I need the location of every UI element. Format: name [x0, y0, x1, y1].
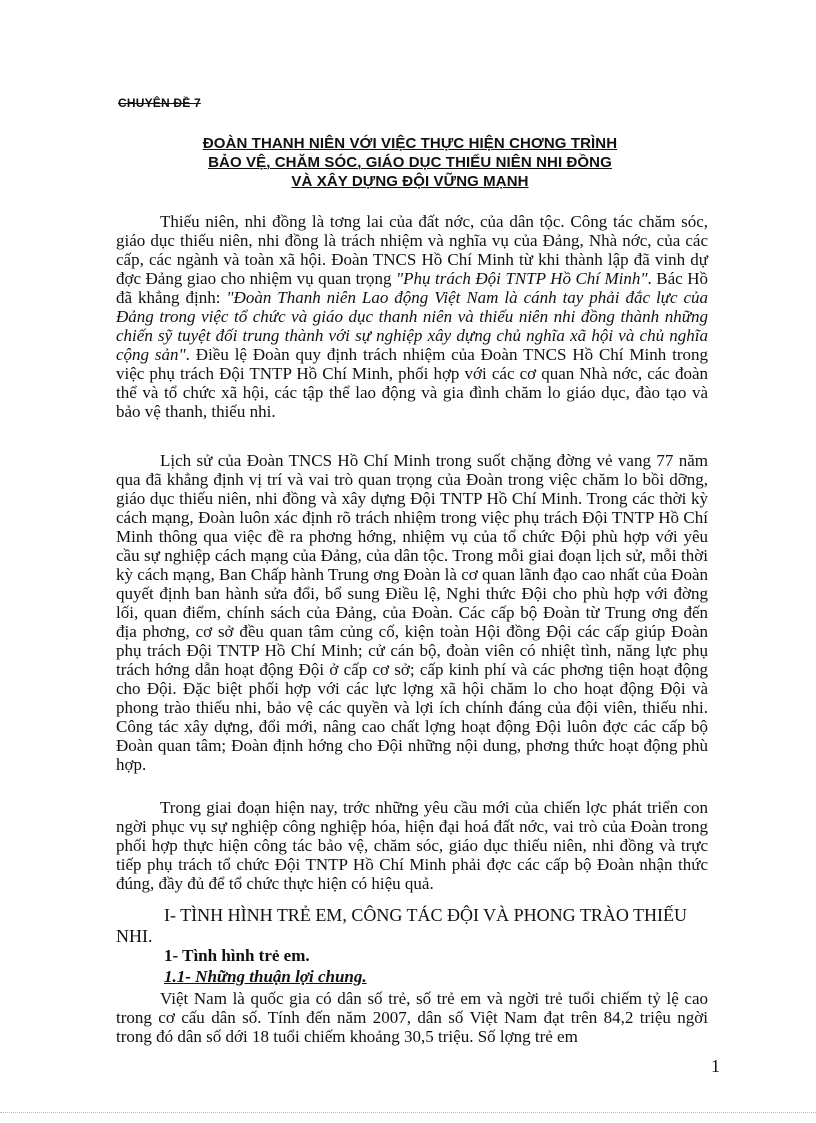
paragraph-3-text: Trong giai đoạn hiện nay, trớc những yêu cầu mới của chiến lợc phát triển con ngời phục vụ sự nghiệp công nghiệp hóa, hiện đại hoá đất nớc, vai trò của Đoàn trong phối hợp thực hiện công tác bảo vệ, chăm sóc, giáo dục thiếu niên, nhi đồng và trực tiếp phụ trách tổ chức Đội TNTP Hồ Chí Minh phải đợc các cấp bộ Đoàn nhận thức đúng, đầy đủ để tổ chức thực hiện có hiệu quả. [116, 798, 708, 893]
subheading-2: 1.1- Những thuận lợi chung. [164, 967, 367, 986]
title-line-1: ĐOÀN THANH NIÊN VỚI VIỆC THỰC HIỆN CHƠNG TRÌNH [202, 135, 618, 152]
page-number: 1 [711, 1056, 720, 1076]
paragraph-2-text: Lịch sử của Đoàn TNCS Hồ Chí Minh trong suốt chặng đờng vẻ vang 77 năm qua đã khẳng định vị trí và vai trò quan trọng của Đoàn trong việc chăm lo bồi dỡng, giáo dục thiếu niên, nhi đồng và xây dựng Đội TNTP Hồ Chí Minh. Trong các thời kỳ cách mạng, Đoàn luôn xác định rõ trách nhiệm trong việc phụ trách Đội TNTP Hồ Chí Minh thông qua việc đề ra phơng hớng, nhiệm vụ của tổ chức Đội phù hợp với yêu cầu sự nghiệp cách mạng của Đảng, của dân tộc. Trong mỗi giai đoạn lịch sử, mỗi thời kỳ cách mạng, Ban Chấp hành Trung ơng Đoàn là cơ quan lãnh đạo cao nhất của Đoàn quyết định ban hành sửa đổi, bổ sung Điều lệ, Nghi thức Đội cho phù hợp với đờng lối, quan điểm, chính sách của Đảng, của Đoàn. Các cấp bộ Đoàn từ Trung ơng đến địa phơng, cơ sở đều quan tâm củng cố, kiện toàn Hội đồng Đội các cấp giúp Đoàn phụ trách Đội TNTP Hồ Chí Minh; cử cán bộ, đoàn viên có nhiệt tình, năng lực phụ trách hớng dẫn hoạt động Đội ở cấp cơ sở; cấp kinh phí và các phơng tiện hoạt động cho Đội. Đặc biệt phối hợp với các lực lợng xã hội chăm lo cho hoạt động Đội và phong trào thiếu nhi, bảo vệ các quyền và lợi ích chính đáng của đội viên, thiếu nhi. Công tác xây dựng, đổi mới, nâng cao chất lợng hoạt động Đội luôn đợc các cấp bộ Đoàn quan tâm; Đoàn định hớng cho Đội những nội dung, phơng thức hoạt động phù hợp. [116, 451, 708, 774]
subheading-1: 1- Tình hình trẻ em. [164, 946, 310, 965]
paragraph-4 [116, 989, 708, 1046]
paragraph-1 [116, 212, 708, 421]
title-line-2: BẢO VỆ, CHĂM SÓC, GIÁO DỤC THIẾU NIÊN NHI ĐỒNG [208, 154, 612, 171]
paragraph-3 [116, 798, 708, 893]
page-bottom-divider [0, 1112, 816, 1113]
section-heading-text: I- TÌNH HÌNH TRẺ EM, CÔNG TÁC ĐỘI VÀ PHONG TRÀO THIẾU NHI. [116, 905, 687, 946]
topic-label: CHUYÊN ĐỀ 7 [118, 96, 201, 110]
document-title [150, 134, 670, 191]
title-line-3: VÀ XÂY DỰNG ĐỘI VỮNG MẠNH [291, 173, 529, 190]
paragraph-1-mid: . Bác Hồ đã khẳng định: [116, 269, 708, 307]
paragraph-2 [116, 451, 708, 774]
paragraph-1-quote-2: "Đoàn Thanh niên Lao động Việt Nam là cánh tay phải đắc lực của Đảng trong việc tổ chức và giáo dục thanh niên và thiếu niên nhi đồng thành những chiến sỹ tuyệt đối trung thành với sự nghiệp xây dựng chủ nghĩa xã hội và chủ nghĩa cộng sản" [116, 288, 708, 364]
section-heading [116, 905, 708, 947]
paragraph-4-text: Việt Nam là quốc gia có dân số trẻ, số trẻ em và ngời trẻ tuổi chiếm tỷ lệ cao trong cơ cấu dân số. Tính đến năm 2007, dân số Việt Nam đạt trên 84,2 triệu ngời trong đó dân số dới 18 tuổi chiếm khoảng 30,5 triệu. Số lợng trẻ em [116, 989, 708, 1046]
paragraph-1-quote-1: "Phụ trách Đội TNTP Hồ Chí Minh" [396, 269, 648, 288]
paragraph-1-start: Thiếu niên, nhi đồng là tơng lai của đất nớc, của dân tộc. Công tác chăm sóc, giáo dục thiếu niên, nhi đồng là trách nhiệm và nghĩa vụ của Đảng, Nhà nớc, của các cấp, các ngành và toàn xã hội. Đoàn TNCS Hồ Chí Minh từ khi thành lập đã vinh dự đợc Đảng giao cho nhiệm vụ quan trọng [116, 212, 708, 288]
paragraph-1-end: . Điều lệ Đoàn quy định trách nhiệm của Đoàn TNCS Hồ Chí Minh trong việc phụ trách Đội TNTP Hồ Chí Minh, phối hợp với các cơ quan Nhà nớc, các đoàn thể và tổ chức xã hội, các tập thể lao động và gia đình chăm lo giáo dục, đào tạo và bảo vệ thanh, thiếu nhi. [116, 345, 708, 421]
